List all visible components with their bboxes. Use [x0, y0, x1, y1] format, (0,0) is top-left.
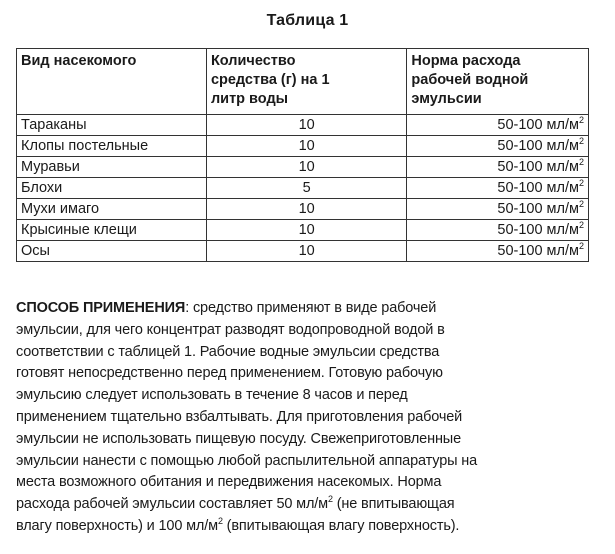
table-row: [17, 178, 589, 199]
cell-norm-value: 50-100 мл/м: [497, 201, 579, 217]
method-line: места возможного обитания и передвижения насекомых. Норма: [16, 474, 442, 491]
method-line: соответствии с таблицей 1. Рабочие водные эмульсии средства: [16, 343, 440, 360]
cell-norm: [407, 241, 589, 262]
method-line-text: влагу поверхность) и 100 мл/м: [16, 517, 218, 534]
application-method-text: [16, 298, 598, 538]
header-quantity: [206, 49, 406, 115]
method-line-text: расхода рабочей эмульсии составляет 50 мл/м: [16, 496, 328, 513]
method-line-text: (впитывающая влагу поверхность).: [222, 517, 460, 534]
superscript: 2: [327, 494, 333, 505]
cell-quantity: 10: [206, 157, 406, 178]
table-body: [17, 115, 589, 262]
header-norm-line: эмульсии: [411, 91, 482, 107]
method-line: [16, 298, 598, 320]
superscript: 2: [578, 199, 584, 209]
header-insect-label: Вид насекомого: [21, 53, 137, 69]
cell-norm: [407, 178, 589, 199]
method-line: готовят непосредственно перед применением. Готовую рабочую: [16, 365, 443, 382]
superscript: 2: [578, 220, 584, 230]
table-header-row: [17, 49, 589, 115]
cell-quantity: 10: [206, 136, 406, 157]
cell-insect: Крысиные клещи: [17, 220, 207, 241]
cell-insect: Блохи: [17, 178, 207, 199]
superscript: 2: [578, 178, 584, 188]
cell-insect: Мухи имаго: [17, 199, 207, 220]
method-line-text: (не впитывающая: [332, 496, 455, 513]
table-row: [17, 220, 589, 241]
cell-insect: Муравьи: [17, 157, 207, 178]
cell-norm-value: 50-100 мл/м: [497, 222, 579, 238]
table-row: [17, 136, 589, 157]
method-line: применением тщательно взбалтывать. Для приготовления рабочей: [16, 408, 463, 425]
method-line: эмульсии нанести с помощью любой распылительной аппаратуры на: [16, 452, 478, 469]
method-line-text: : средство применяют в виде рабочей: [185, 300, 437, 316]
cell-norm-value: 50-100 мл/м: [497, 138, 579, 154]
header-insect: [17, 49, 207, 115]
cell-quantity: 10: [206, 199, 406, 220]
cell-quantity: 10: [206, 220, 406, 241]
cell-insect: Клопы постельные: [17, 136, 207, 157]
method-line: эмульсию следует использовать в течение 8 часов и перед: [16, 387, 408, 404]
cell-quantity: 10: [206, 241, 406, 262]
header-quantity-line: литр воды: [210, 91, 289, 107]
cell-norm-value: 50-100 мл/м: [497, 243, 579, 259]
header-quantity-line: Количество: [210, 53, 296, 69]
cell-norm-value: 50-100 мл/м: [497, 180, 579, 196]
cell-norm: [407, 115, 589, 136]
method-line: [16, 516, 598, 538]
cell-norm: [407, 199, 589, 220]
table-title: Таблица 1: [266, 12, 349, 29]
cell-norm: [407, 157, 589, 178]
cell-insect: Осы: [17, 241, 207, 262]
method-line: [16, 494, 598, 516]
header-norm-line: Норма расхода: [411, 53, 521, 69]
cell-norm: [407, 220, 589, 241]
header-norm: [407, 49, 589, 115]
header-norm-line: рабочей водной: [411, 72, 529, 88]
superscript: 2: [217, 515, 223, 526]
superscript: 2: [578, 241, 584, 251]
method-line: эмульсии не использовать пищевую посуду. Свежеприготовленные: [16, 430, 461, 447]
method-line: эмульсии, для чего концентрат разводят водопроводной водой в: [16, 321, 445, 338]
table-row: [17, 241, 589, 262]
method-heading: СПОСОБ ПРИМЕНЕНИЯ: [16, 300, 186, 316]
cell-insect: Тараканы: [17, 115, 207, 136]
superscript: 2: [578, 136, 584, 146]
consumption-table: [16, 48, 589, 262]
table-row: [17, 199, 589, 220]
table-row: [17, 115, 589, 136]
superscript: 2: [578, 157, 584, 167]
cell-quantity: 5: [206, 178, 406, 199]
cell-norm-value: 50-100 мл/м: [497, 159, 579, 175]
header-quantity-line: средства (г) на 1: [210, 72, 330, 88]
cell-norm: [407, 136, 589, 157]
cell-norm-value: 50-100 мл/м: [497, 117, 579, 133]
table-row: [17, 157, 589, 178]
cell-quantity: 10: [206, 115, 406, 136]
superscript: 2: [578, 115, 584, 125]
